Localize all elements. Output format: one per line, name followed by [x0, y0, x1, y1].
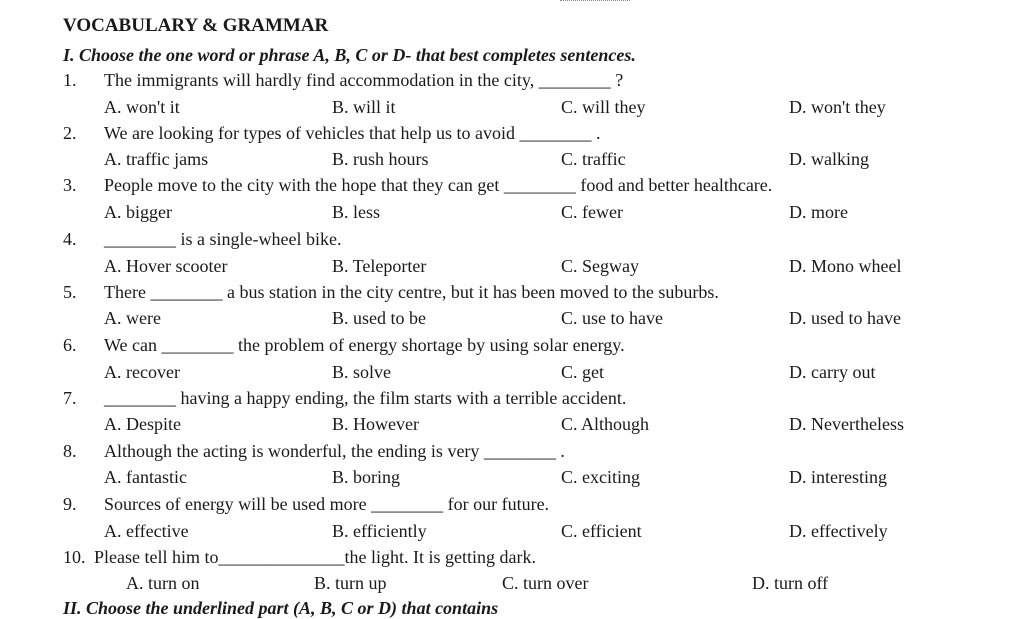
option-d: D. Nevertheless: [789, 414, 904, 434]
option-c: C. exciting: [561, 467, 640, 487]
option-c: C. get: [561, 362, 604, 382]
question-number: 1.: [63, 70, 77, 90]
option-b: B. Teleporter: [332, 256, 427, 276]
options-10: [0, 573, 1024, 597]
question-5: [0, 282, 1024, 306]
question-text: ________ having a happy ending, the film starts with a terrible accident.: [104, 388, 627, 408]
options-5: [0, 308, 1024, 332]
option-b: B. However: [332, 414, 419, 434]
question-text: Please tell him to______________the light. It is getting dark.: [94, 547, 536, 567]
question-10: [0, 547, 1024, 571]
option-b: B. efficiently: [332, 521, 427, 541]
question-1: [0, 70, 1024, 94]
question-text: We can ________ the problem of energy shortage by using solar energy.: [104, 335, 625, 355]
question-text: There ________ a bus station in the city centre, but it has been moved to the suburbs.: [104, 282, 719, 302]
question-number: 5.: [63, 282, 77, 302]
options-1: [0, 97, 1024, 121]
option-a: A. Despite: [104, 414, 181, 434]
question-number: 2.: [63, 123, 77, 143]
option-d: D. more: [789, 202, 848, 222]
question-7: [0, 388, 1024, 412]
options-8: [0, 467, 1024, 491]
instruction: I. Choose the one word or phrase A, B, C or D- that best completes sentences.: [63, 45, 636, 65]
option-a: A. turn on: [126, 573, 200, 593]
options-9: [0, 521, 1024, 545]
section-title: VOCABULARY & GRAMMAR: [63, 15, 329, 36]
option-d: D. interesting: [789, 467, 887, 487]
question-text: People move to the city with the hope that they can get ________ food and better healthcare.: [104, 175, 773, 195]
option-b: B. will it: [332, 97, 396, 117]
options-2: [0, 149, 1024, 173]
option-c: C. fewer: [561, 202, 623, 222]
option-d: D. turn off: [752, 573, 829, 593]
option-a: A. bigger: [104, 202, 172, 222]
option-b: B. turn up: [314, 573, 387, 593]
option-b: B. boring: [332, 467, 401, 487]
question-number: 6.: [63, 335, 77, 355]
question-text: Although the acting is wonderful, the ending is very ________ .: [104, 441, 565, 461]
options-7: [0, 414, 1024, 438]
question-number: 7.: [63, 388, 77, 408]
question-9: [0, 494, 1024, 518]
question-text: The immigrants will hardly find accommodation in the city, ________ ?: [104, 70, 624, 90]
question-8: [0, 441, 1024, 465]
question-number: 9.: [63, 494, 77, 514]
option-c: C. Segway: [561, 256, 639, 276]
option-d: D. walking: [789, 149, 869, 169]
question-3: [0, 175, 1024, 199]
option-d: D. won't they: [789, 97, 886, 117]
option-b: B. solve: [332, 362, 392, 382]
option-d: D. carry out: [789, 362, 876, 382]
question-6: [0, 335, 1024, 359]
option-a: A. fantastic: [104, 467, 187, 487]
options-3: [0, 202, 1024, 226]
option-a: A. won't it: [104, 97, 180, 117]
option-a: A. recover: [104, 362, 180, 382]
question-text: ________ is a single-wheel bike.: [104, 229, 342, 249]
question-number: 8.: [63, 441, 77, 461]
option-b: B. used to be: [332, 308, 426, 328]
question-text: We are looking for types of vehicles that help us to avoid ________ .: [104, 123, 601, 143]
option-a: A. effective: [104, 521, 189, 541]
option-b: B. rush hours: [332, 149, 429, 169]
question-number: 3.: [63, 175, 77, 195]
option-c: C. will they: [561, 97, 646, 117]
option-d: D. Mono wheel: [789, 256, 902, 276]
option-c: C. turn over: [502, 573, 589, 593]
top-edge-mark: [560, 0, 630, 4]
option-a: A. traffic jams: [104, 149, 209, 169]
question-text: Sources of energy will be used more ________ for our future.: [104, 494, 550, 514]
option-d: D. effectively: [789, 521, 888, 541]
option-a: A. were: [104, 308, 161, 328]
question-2: [0, 123, 1024, 147]
option-c: C. efficient: [561, 521, 642, 541]
question-4: [0, 229, 1024, 253]
next-section-heading-cut: II. Choose the underlined part (A, B, C or D) that contains: [63, 598, 499, 618]
option-d: D. used to have: [789, 308, 901, 328]
option-c: C. use to have: [561, 308, 663, 328]
option-a: A. Hover scooter: [104, 256, 228, 276]
options-6: [0, 362, 1024, 386]
option-b: B. less: [332, 202, 381, 222]
option-c: C. Although: [561, 414, 650, 434]
options-4: [0, 256, 1024, 280]
question-number: 10.: [63, 547, 86, 567]
question-number: 4.: [63, 229, 77, 249]
option-c: C. traffic: [561, 149, 626, 169]
